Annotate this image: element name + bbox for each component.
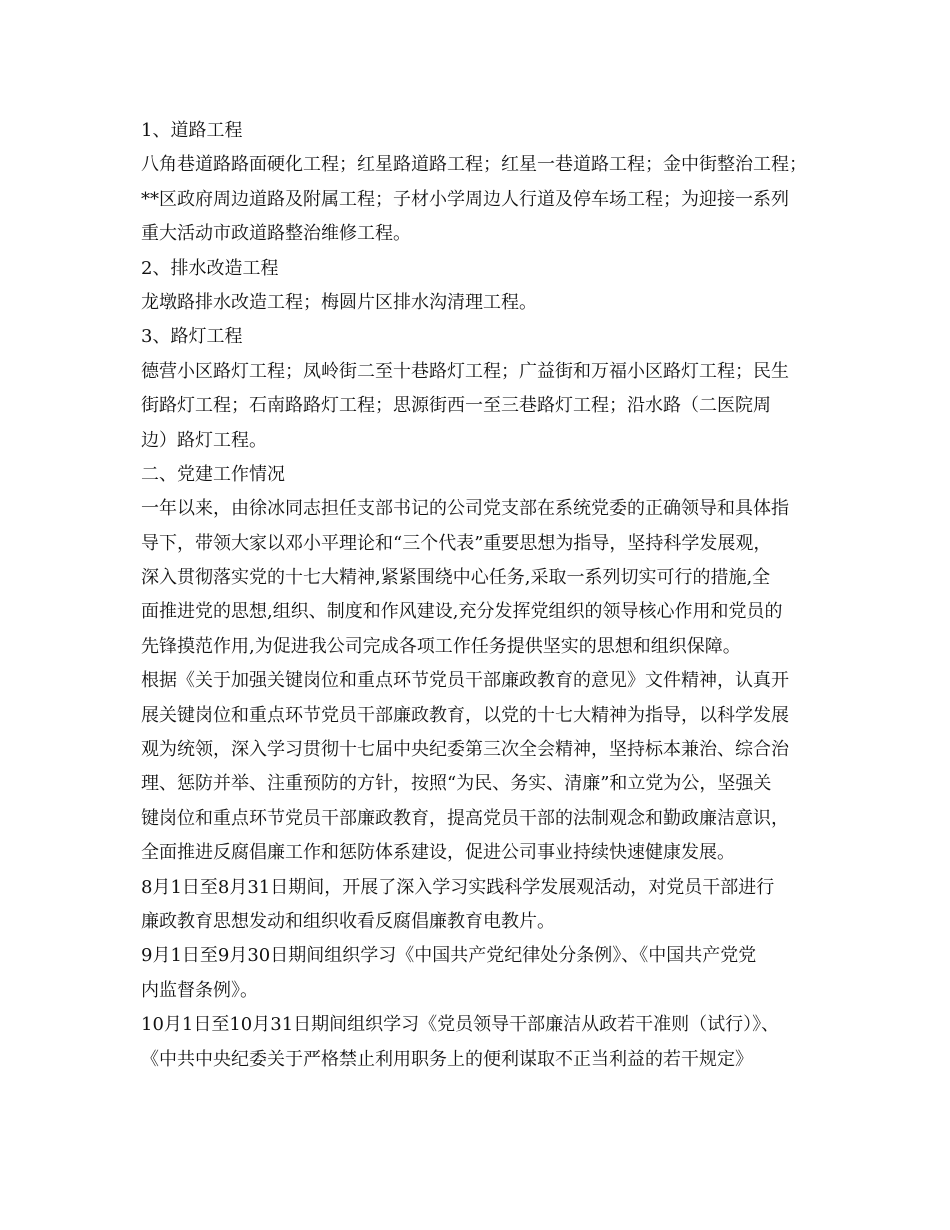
text-line: 德营小区路灯工程；凤岭街二至十巷路灯工程；广益街和万福小区路灯工程；民生 — [141, 360, 789, 382]
text-line: 重大活动市政道路整治维修工程。 — [141, 223, 411, 245]
section-heading-party-building: 二、党建工作情况 — [141, 463, 285, 485]
text-line: 八角巷道路路面硬化工程；红星路道路工程；红星一巷道路工程；金中街整治工程； — [141, 154, 807, 176]
text-line: 街路灯工程；石南路路灯工程；思源街西一至三巷路灯工程；沿水路（二医院周 — [141, 395, 771, 417]
text-line: 展关键岗位和重点环节党员干部廉政教育，以党的十七大精神为指导，以科学发展 — [141, 704, 789, 726]
text-line: 先锋摸范作用,为促进我公司完成各项工作任务提供坚实的思想和组织保障。 — [141, 635, 741, 657]
text-line: 深入贯彻落实党的十七大精神,紧紧围绕中心任务,采取一系列切实可行的措施,全 — [141, 567, 771, 589]
text-line: 键岗位和重点环节党员干部廉政教育，提高党员干部的法制观念和勤政廉洁意识， — [141, 807, 789, 829]
text-line: 导下，带领大家以邓小平理论和“三个代表”重要思想为指导，坚持科学发展观， — [141, 532, 772, 554]
section-heading-roads: 1、道路工程 — [141, 120, 243, 141]
text-line: 龙墩路排水改造工程；梅圆片区排水沟清理工程。 — [141, 291, 537, 313]
text-line: 边）路灯工程。 — [141, 429, 267, 451]
text-line: 根据《关于加强关键岗位和重点环节党员干部廉政教育的意见》文件精神，认真开 — [141, 670, 789, 692]
text-line: 廉政教育思想发动和组织收看反腐倡廉教育电教片。 — [141, 910, 555, 932]
text-line: 全面推进反腐倡廉工作和惩防体系建设，促进公司事业持续快速健康发展。 — [141, 842, 735, 864]
text-line: 一年以来，由徐冰同志担任支部书记的公司党支部在系统党委的正确领导和具体指 — [141, 498, 789, 520]
text-line: 《中共中央纪委关于严格禁止利用职务上的便利谋取不正当利益的若干规定》 — [141, 1048, 753, 1070]
text-line: 内监督条例》。 — [141, 979, 258, 1001]
text-line: 8月1日至8月31日期间，开展了深入学习实践科学发展观活动，对党员干部进行 — [141, 876, 775, 898]
section-heading-streetlights: 3、路灯工程 — [141, 326, 243, 348]
text-line: 理、惩防并举、注重预防的方针，按照“为民、务实、清廉”和立党为公，坚强关 — [141, 773, 772, 795]
section-heading-drainage: 2、排水改造工程 — [141, 257, 279, 279]
text-line: 10月1日至10月31日期间组织学习《党员领导干部廉洁从政若干准则（试行）》、 — [141, 1014, 780, 1036]
text-line: 观为统领，深入学习贯彻十七届中央纪委第三次全会精神，坚持标本兼治、综合治 — [141, 739, 789, 761]
text-line: 9月1日至9月30日期间组织学习《中国共产党纪律处分条例》、《中国共产党党 — [141, 945, 757, 967]
text-line: **区政府周边道路及附属工程；子材小学周边人行道及停车场工程；为迎接一系列 — [141, 188, 789, 210]
text-line: 面推进党的思想,组织、制度和作风建设,充分发挥党组织的领导核心作用和党员的 — [141, 601, 783, 623]
document-body — [141, 114, 821, 1077]
